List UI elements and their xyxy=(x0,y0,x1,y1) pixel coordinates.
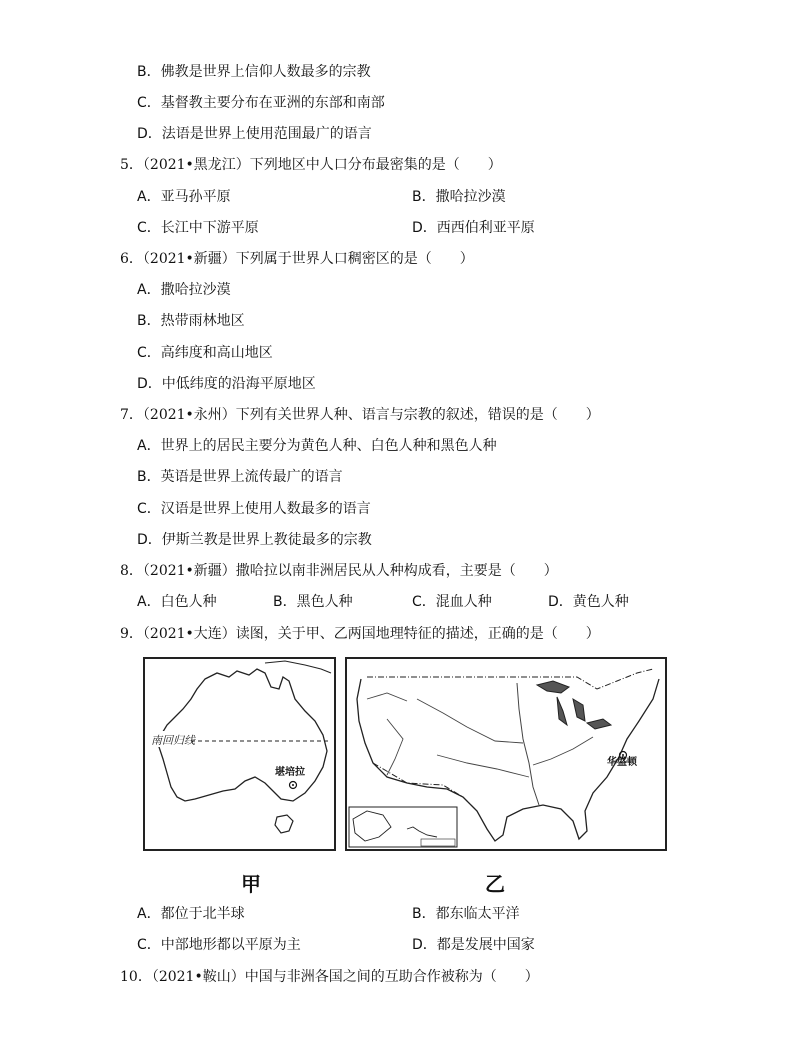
map-label-yi: 乙 xyxy=(485,872,505,896)
ohio-river xyxy=(533,737,593,765)
q4-option-c: C．基督教主要分布在亚洲的东部和南部 xyxy=(137,95,385,111)
map-australia xyxy=(143,657,336,851)
snake-river xyxy=(367,693,407,701)
inset-caption-box xyxy=(421,839,455,846)
q8-stem: 8．（2021•新疆）撒哈拉以南非洲居民从人种构成看，主要是（ ） xyxy=(120,563,558,579)
q10-stem: 10．（2021•鞍山）中国与非洲各国之间的互助合作被称为（ ） xyxy=(120,969,539,985)
q7-option-b: B．英语是世界上流传最广的语言 xyxy=(137,469,343,485)
q7-stem: 7．（2021•永州）下列有关世界人种、语言与宗教的叙述，错误的是（ ） xyxy=(120,407,600,423)
q9-option-a: A．都位于北半球 xyxy=(137,906,245,922)
q9-option-c: C．中部地形都以平原为主 xyxy=(137,937,301,953)
q5-option-a: A．亚马孙平原 xyxy=(137,189,231,205)
q9-option-b: B．都东临太平洋 xyxy=(412,906,520,922)
map-label-jia: 甲 xyxy=(241,872,261,896)
q8-option-c: C．混血人种 xyxy=(412,594,492,610)
q7-option-a: A．世界上的居民主要分为黄色人种、白色人种和黑色人种 xyxy=(137,438,497,454)
q8-option-a: A．白色人种 xyxy=(137,594,217,610)
q5-option-c: C．长江中下游平原 xyxy=(137,220,259,236)
map-usa xyxy=(345,657,667,851)
q7-option-d: D．伊斯兰教是世界上教徒最多的宗教 xyxy=(137,532,372,548)
q6-stem: 6．（2021•新疆）下列属于世界人口稠密区的是（ ） xyxy=(120,251,474,267)
australia-map-drawing xyxy=(145,659,334,849)
q8-option-b: B．黑色人种 xyxy=(273,594,353,610)
missouri-river xyxy=(417,699,523,743)
mississippi-river xyxy=(517,683,539,805)
q8-option-d: D．黄色人种 xyxy=(548,594,629,610)
q6-option-a: A．撒哈拉沙漠 xyxy=(137,282,231,298)
q6-option-d: D．中低纬度的沿海平原地区 xyxy=(137,376,316,392)
q7-option-c: C．汉语是世界上使用人数最多的语言 xyxy=(137,501,371,517)
colorado-river xyxy=(387,719,403,775)
q9-option-d: D．都是发展中国家 xyxy=(412,937,535,953)
usa-map-drawing xyxy=(347,659,665,849)
q5-stem: 5．（2021•黑龙江）下列地区中人口分布最密集的是（ ） xyxy=(120,157,502,173)
q4-option-d: D．法语是世界上使用范围最广的语言 xyxy=(137,126,372,142)
tropic-label: 南回归线 xyxy=(151,734,195,747)
canada-border-line xyxy=(367,669,653,689)
new-guinea-outline xyxy=(265,661,331,673)
tasmania-outline xyxy=(275,815,293,833)
q4-option-b: B．佛教是世界上信仰人数最多的宗教 xyxy=(137,64,371,80)
washington-label: 华盛顿 xyxy=(607,757,637,768)
q5-option-b: B．撒哈拉沙漠 xyxy=(412,189,506,205)
canberra-label: 堪培拉 xyxy=(275,767,305,778)
q6-option-c: C．高纬度和高山地区 xyxy=(137,345,273,361)
q9-stem: 9．（2021•大连）读图，关于甲、乙两国地理特征的描述，正确的是（ ） xyxy=(120,626,600,642)
arkansas-river xyxy=(437,755,529,777)
q6-option-b: B．热带雨林地区 xyxy=(137,313,245,329)
q5-option-d: D．西西伯利亚平原 xyxy=(412,220,535,236)
